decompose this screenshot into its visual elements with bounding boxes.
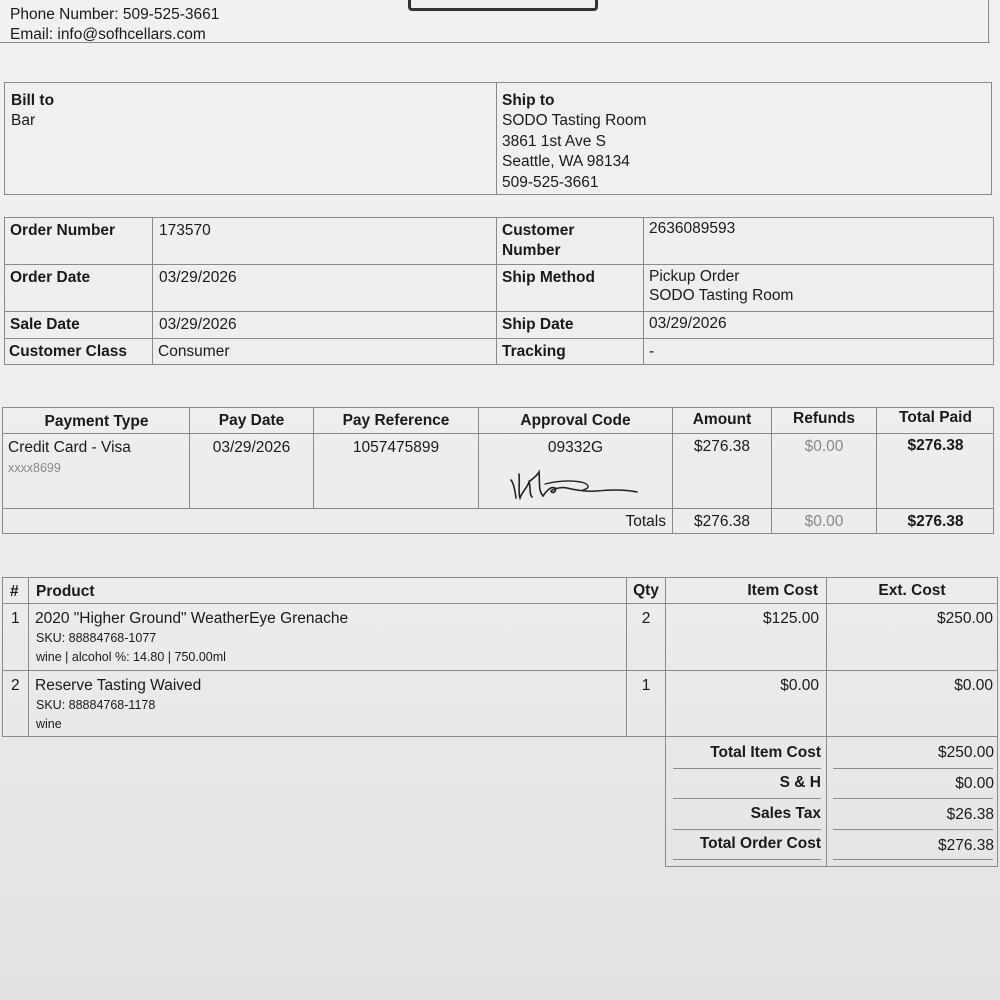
header-refunds: Refunds (793, 410, 855, 427)
ship-to-line: SODO Tasting Room (502, 112, 647, 129)
table-line (28, 577, 29, 737)
ship-to-line: 509-525-3661 (502, 174, 599, 191)
summary-line (673, 829, 821, 830)
company-phone: Phone Number: 509-525-3661 (10, 6, 220, 23)
top-box-edge (408, 0, 598, 11)
table-line (626, 577, 627, 737)
header-ext-cost: Ext. Cost (878, 582, 946, 599)
customer-class: Consumer (158, 343, 230, 360)
table-line (4, 311, 994, 312)
summary-line (833, 829, 993, 830)
item-qty: 2 (641, 610, 651, 627)
header-approval-code: Approval Code (520, 412, 631, 429)
totals-amount: $276.38 (693, 513, 751, 530)
item-name: Reserve Tasting Waived (35, 677, 202, 694)
totals-label: Totals (625, 513, 666, 530)
header-pay-date: Pay Date (218, 412, 285, 429)
summary-line (833, 798, 993, 799)
table-line (997, 737, 998, 867)
item-name: 2020 "Higher Ground" WeatherEye Grenache (35, 610, 349, 627)
ship-date: 03/29/2026 (649, 315, 727, 332)
ship-date-label: Ship Date (502, 316, 574, 333)
customer-number: 2636089593 (649, 220, 736, 237)
address-divider (496, 82, 497, 195)
item-ext-cost: $250.00 (936, 610, 993, 627)
payment-type: Credit Card - Visa (8, 439, 131, 456)
header-product: Product (36, 583, 95, 600)
item-cost: $125.00 (762, 610, 819, 627)
header-num: # (10, 583, 19, 600)
sale-date-label: Sale Date (10, 316, 80, 333)
summary-line (833, 859, 993, 860)
summary-line (673, 859, 821, 860)
item-sku: SKU: 88884768-1178 (36, 698, 156, 712)
total-order-cost-label: Total Order Cost (699, 835, 821, 852)
item-qty: 1 (641, 677, 651, 694)
item-ext-cost: $0.00 (954, 677, 993, 694)
tracking-label: Tracking (502, 343, 566, 360)
table-line (2, 670, 998, 671)
item-detail: wine (36, 717, 62, 731)
header-amount: Amount (692, 411, 752, 428)
summary-line (673, 768, 821, 769)
item-sku: SKU: 88884768-1077 (36, 631, 157, 645)
total-item-cost: $250.00 (937, 744, 994, 761)
header-right-line (988, 0, 989, 43)
table-line (665, 866, 998, 867)
company-email: Email: info@sofhcellars.com (10, 26, 206, 43)
sales-tax: $26.38 (946, 806, 994, 823)
header-pay-reference: Pay Reference (342, 412, 450, 429)
approval-code: 09332G (547, 439, 604, 456)
customer-class-label: Customer Class (9, 343, 128, 360)
header-qty: Qty (633, 582, 659, 599)
item-num: 1 (11, 610, 20, 627)
bill-to-heading: Bill to (11, 92, 55, 109)
payment-amount: $276.38 (693, 438, 751, 455)
table-line (2, 603, 998, 604)
ship-method-label: Ship Method (502, 269, 595, 286)
sh-value: $0.00 (955, 775, 994, 792)
pay-reference: 1057475899 (352, 439, 440, 456)
ship-to-line: Seattle, WA 98134 (502, 153, 630, 170)
totals-refunds: $0.00 (804, 513, 844, 530)
address-box (4, 82, 992, 195)
order-date: 03/29/2026 (159, 269, 237, 286)
order-number: 173570 (159, 222, 211, 239)
signature-image (505, 458, 645, 503)
sales-tax-label: Sales Tax (750, 805, 821, 822)
total-order-cost: $276.38 (937, 837, 994, 854)
sh-label: S & H (779, 774, 821, 791)
item-cost: $0.00 (780, 677, 819, 694)
summary-line (833, 768, 993, 769)
table-line (643, 217, 644, 365)
total-item-cost-label: Total Item Cost (710, 744, 821, 761)
bill-to-name: Bar (11, 112, 36, 129)
item-num: 2 (11, 677, 20, 694)
table-line (2, 433, 994, 434)
table-line (152, 217, 153, 365)
header-item-cost: Item Cost (747, 582, 818, 599)
table-line (4, 338, 994, 339)
customer-number-label: Customer (502, 222, 575, 239)
order-number-label: Order Number (10, 222, 116, 239)
card-number: xxxx8699 (8, 461, 61, 475)
table-line (496, 217, 497, 365)
summary-line (673, 798, 821, 799)
payment-total-paid: $276.38 (907, 437, 964, 454)
ship-method: SODO Tasting Room (649, 287, 794, 304)
table-line (2, 508, 994, 509)
header-total-paid: Total Paid (899, 409, 972, 426)
header-payment-type: Payment Type (44, 413, 149, 430)
ship-to-heading: Ship to (502, 92, 555, 109)
pay-date: 03/29/2026 (212, 439, 291, 456)
ship-method: Pickup Order (649, 268, 740, 285)
tracking: - (649, 343, 655, 360)
sale-date: 03/29/2026 (159, 316, 237, 333)
table-line (4, 264, 994, 265)
order-date-label: Order Date (10, 269, 91, 286)
customer-number-label: Number (502, 242, 561, 259)
totals-total-paid: $276.38 (907, 513, 964, 530)
ship-to-line: 3861 1st Ave S (502, 133, 606, 150)
payment-refunds: $0.00 (804, 438, 844, 455)
item-detail: wine | alcohol %: 14.80 | 750.00ml (36, 650, 226, 664)
